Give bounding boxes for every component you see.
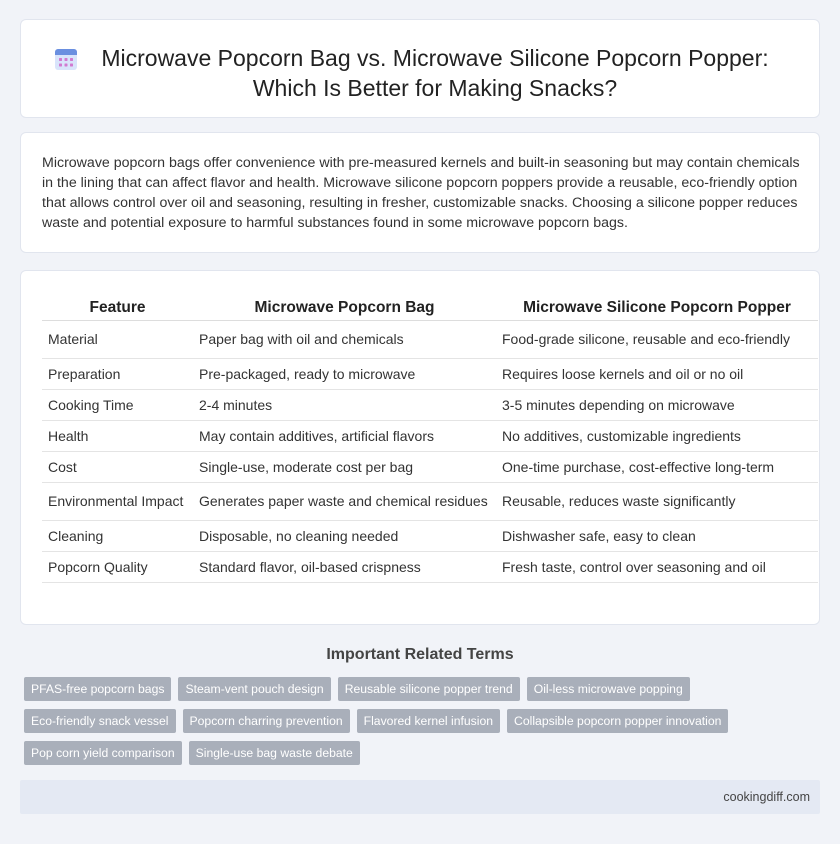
table-cell: Requires loose kernels and oil or no oil	[496, 358, 818, 389]
table-row	[42, 389, 818, 420]
table-cell: Fresh taste, control over seasoning and oil	[496, 551, 818, 582]
comparison-table-card	[20, 270, 820, 625]
table-cell: Single-use, moderate cost per bag	[193, 451, 496, 482]
table-cell: Generates paper waste and chemical residues	[193, 482, 496, 520]
table-cell: One-time purchase, cost-effective long-term	[496, 451, 818, 482]
table-cell: Paper bag with oil and chemicals	[193, 320, 496, 358]
related-term-tag[interactable]: Reusable silicone popper trend	[338, 677, 520, 701]
table-cell: Material	[42, 320, 193, 358]
table-cell: Disposable, no cleaning needed	[193, 520, 496, 551]
table-cell: Dishwasher safe, easy to clean	[496, 520, 818, 551]
column-header-feature: Feature	[42, 296, 193, 320]
related-terms-heading: Important Related Terms	[326, 646, 514, 663]
table-cell: Popcorn Quality	[42, 551, 193, 582]
summary-card	[20, 132, 820, 253]
related-term-tag[interactable]: Popcorn charring prevention	[183, 709, 350, 733]
table-row	[42, 420, 818, 451]
comparison-table	[42, 296, 818, 583]
table-cell: 3-5 minutes depending on microwave	[496, 389, 818, 420]
table-cell: Food-grade silicone, reusable and eco-friendly	[496, 320, 818, 358]
table-row	[42, 551, 818, 582]
table-row	[42, 482, 818, 520]
table-cell: Cleaning	[42, 520, 193, 551]
related-term-tag[interactable]: Collapsible popcorn popper innovation	[507, 709, 728, 733]
column-header-bag: Microwave Popcorn Bag	[193, 296, 496, 320]
related-term-tag[interactable]: Pop corn yield comparison	[24, 741, 182, 765]
table-cell: Health	[42, 420, 193, 451]
related-terms-list	[24, 677, 820, 765]
table-cell: 2-4 minutes	[193, 389, 496, 420]
table-cell: Pre-packaged, ready to microwave	[193, 358, 496, 389]
table-cell: Environmental Impact	[42, 482, 193, 520]
related-term-tag[interactable]: Eco-friendly snack vessel	[24, 709, 176, 733]
table-cell: No additives, customizable ingredients	[496, 420, 818, 451]
table-header-row	[42, 296, 818, 320]
title-card	[20, 19, 820, 118]
table-cell: May contain additives, artificial flavors	[193, 420, 496, 451]
table-row	[42, 358, 818, 389]
table-row	[42, 451, 818, 482]
table-row	[42, 520, 818, 551]
column-header-popper: Microwave Silicone Popcorn Popper	[496, 296, 818, 320]
table-cell: Reusable, reduces waste significantly	[496, 482, 818, 520]
related-term-tag[interactable]: Flavored kernel infusion	[357, 709, 500, 733]
page-title: Microwave Popcorn Bag vs. Microwave Silicone Popcorn Popper: Which Is Better for Making Snacks?	[101, 45, 769, 101]
related-term-tag[interactable]: PFAS-free popcorn bags	[24, 677, 171, 701]
table-cell: Preparation	[42, 358, 193, 389]
footer-site-link[interactable]: cookingdiff.com	[723, 790, 810, 804]
table-cell: Cost	[42, 451, 193, 482]
footer	[20, 780, 820, 814]
related-term-tag[interactable]: Oil-less microwave popping	[527, 677, 690, 701]
table-cell: Cooking Time	[42, 389, 193, 420]
related-term-tag[interactable]: Steam-vent pouch design	[178, 677, 330, 701]
related-term-tag[interactable]: Single-use bag waste debate	[189, 741, 360, 765]
table-cell: Standard flavor, oil-based crispness	[193, 551, 496, 582]
table-row	[42, 320, 818, 358]
summary-text: Microwave popcorn bags offer convenience with pre-measured kernels and built-in seasoning but may contain chemicals in the lining that can affect flavor and health. Microwave silicone popcorn poppers provide a reusable, eco-friendly option that allows control over oil and seasoning, resulting in fresher, customizable snacks. Choosing a silicone popper reduces waste and potential exposure to harmful substances found in some microwave popcorn bags.	[42, 155, 800, 231]
